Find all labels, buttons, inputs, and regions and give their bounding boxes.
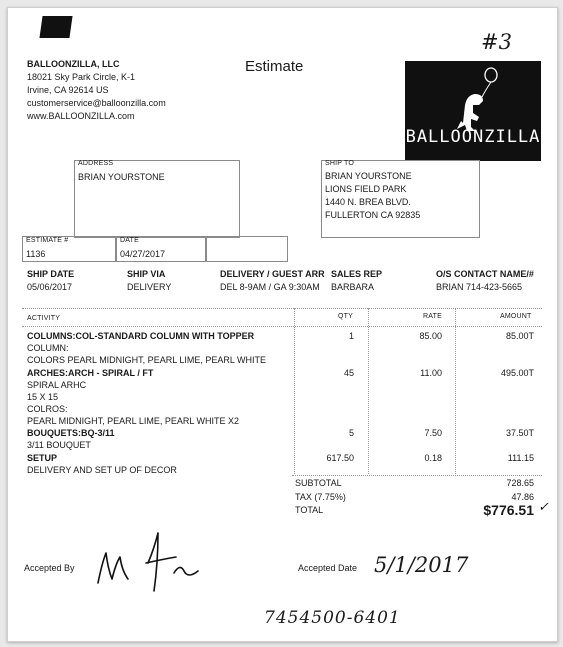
logo-text: BALLOONZILLA: [405, 127, 541, 147]
item-amount: 85.00T: [505, 331, 534, 341]
ship-to-line-2: LIONS FIELD PARK: [325, 184, 407, 194]
address-name: BRIAN YOURSTONE: [78, 172, 165, 182]
item-desc: SPIRAL ARHC: [27, 380, 87, 390]
sales-rep-label: SALES REP: [331, 269, 383, 279]
rate-column-divider: [368, 308, 369, 474]
item-desc: COLORS PEARL MIDNIGHT, PEARL LIME, PEARL WHITE: [27, 355, 267, 365]
company-address-1: 18021 Sky Park Circle, K-1: [27, 72, 136, 82]
handwritten-number: 7454500-6401: [264, 608, 401, 628]
amount-header: AMOUNT: [500, 313, 532, 320]
ship-via-label: SHIP VIA: [127, 269, 166, 279]
ship-via-value: DELIVERY: [127, 282, 172, 292]
item-desc: PEARL MIDNIGHT, PEARL LIME, PEARL WHITE X2: [27, 416, 240, 426]
company-address-2: Irvine, CA 92614 US: [27, 85, 109, 95]
ship-date-value: 05/06/2017: [27, 282, 73, 292]
item-desc: COLUMN:: [27, 343, 69, 353]
tax-label: TAX (7.75%): [295, 492, 346, 502]
item-amount: 495.00T: [500, 368, 534, 378]
blank-box: [206, 236, 288, 262]
ship-date-label: SHIP DATE: [27, 269, 75, 279]
item-qty: 617.50: [326, 453, 354, 463]
ship-to-label: SHIP TO: [325, 160, 355, 167]
ship-to-line-1: BRIAN YOURSTONE: [325, 171, 412, 181]
activity-header: ACTIVITY: [27, 315, 61, 322]
ship-to-line-3: 1440 N. BREA BLVD.: [325, 197, 411, 207]
delivery-label: DELIVERY / GUEST ARR: [220, 269, 325, 279]
corner-mark: [39, 16, 72, 38]
ship-to-line-4: FULLERTON CA 92835: [325, 210, 421, 220]
estimate-document: [7, 7, 558, 642]
qty-header: QTY: [338, 313, 353, 320]
item-title: ARCHES:ARCH - SPIRAL / FT: [27, 368, 154, 378]
sales-rep-value: BARBARA: [331, 282, 375, 292]
address-label: ADDRESS: [78, 160, 114, 167]
item-qty: 5: [348, 428, 354, 438]
accepted-by-label: Accepted By: [24, 563, 75, 573]
item-title: COLUMNS:COL-STANDARD COLUMN WITH TOPPER: [27, 331, 255, 341]
subtotal-value: 728.65: [506, 478, 534, 488]
balloonzilla-logo: [405, 61, 541, 161]
item-rate: 0.18: [424, 453, 442, 463]
handwritten-signature: [88, 523, 238, 598]
totals-rule: [292, 475, 542, 476]
check-mark: ✓: [538, 500, 549, 515]
accepted-date-label: Accepted Date: [298, 563, 358, 573]
contact-value: BRIAN 714-423-5665: [436, 282, 523, 292]
qty-column-divider: [294, 308, 295, 474]
rate-header: RATE: [423, 313, 442, 320]
item-qty: 1: [348, 331, 354, 341]
company-website: www.BALLOONZILLA.com: [27, 111, 135, 121]
date-value: 04/27/2017: [120, 249, 166, 259]
item-title: BOUQUETS:BQ-3/11: [27, 428, 115, 438]
company-email: customerservice@balloonzilla.com: [27, 98, 166, 108]
item-qty: 45: [343, 368, 354, 378]
tax-value: 47.86: [511, 492, 534, 502]
item-amount: 37.50T: [505, 428, 534, 438]
item-amount: 111.15: [507, 453, 534, 463]
estimate-number-value: 1136: [26, 249, 46, 259]
subtotal-label: SUBTOTAL: [295, 478, 342, 488]
estimate-number-label: ESTIMATE #: [26, 237, 69, 244]
total-value: $776.51: [483, 502, 534, 518]
total-label: TOTAL: [295, 505, 324, 515]
item-desc: 3/11 BOUQUET: [27, 440, 91, 450]
delivery-value: DEL 8-9AM / GA 9:30AM: [220, 282, 320, 292]
company-name: BALLOONZILLA, LLC: [27, 59, 120, 69]
date-label: DATE: [120, 237, 139, 244]
item-desc: 15 X 15: [27, 392, 59, 402]
item-desc: COLROS:: [27, 404, 68, 414]
accepted-date-handwritten: 5/1/2017: [374, 553, 469, 577]
item-title: SETUP: [27, 453, 58, 463]
document-title: Estimate: [245, 58, 304, 75]
item-desc: DELIVERY AND SET UP OF DECOR: [27, 465, 177, 475]
amount-column-divider: [455, 308, 456, 474]
table-header-top-rule: [22, 308, 542, 309]
page-mark: #3: [481, 30, 512, 54]
item-rate: 85.00: [419, 331, 442, 341]
table-header-bottom-rule: [22, 326, 542, 327]
item-rate: 7.50: [424, 428, 442, 438]
item-rate: 11.00: [420, 368, 442, 378]
contact-label: O/S CONTACT NAME/#: [436, 269, 534, 279]
